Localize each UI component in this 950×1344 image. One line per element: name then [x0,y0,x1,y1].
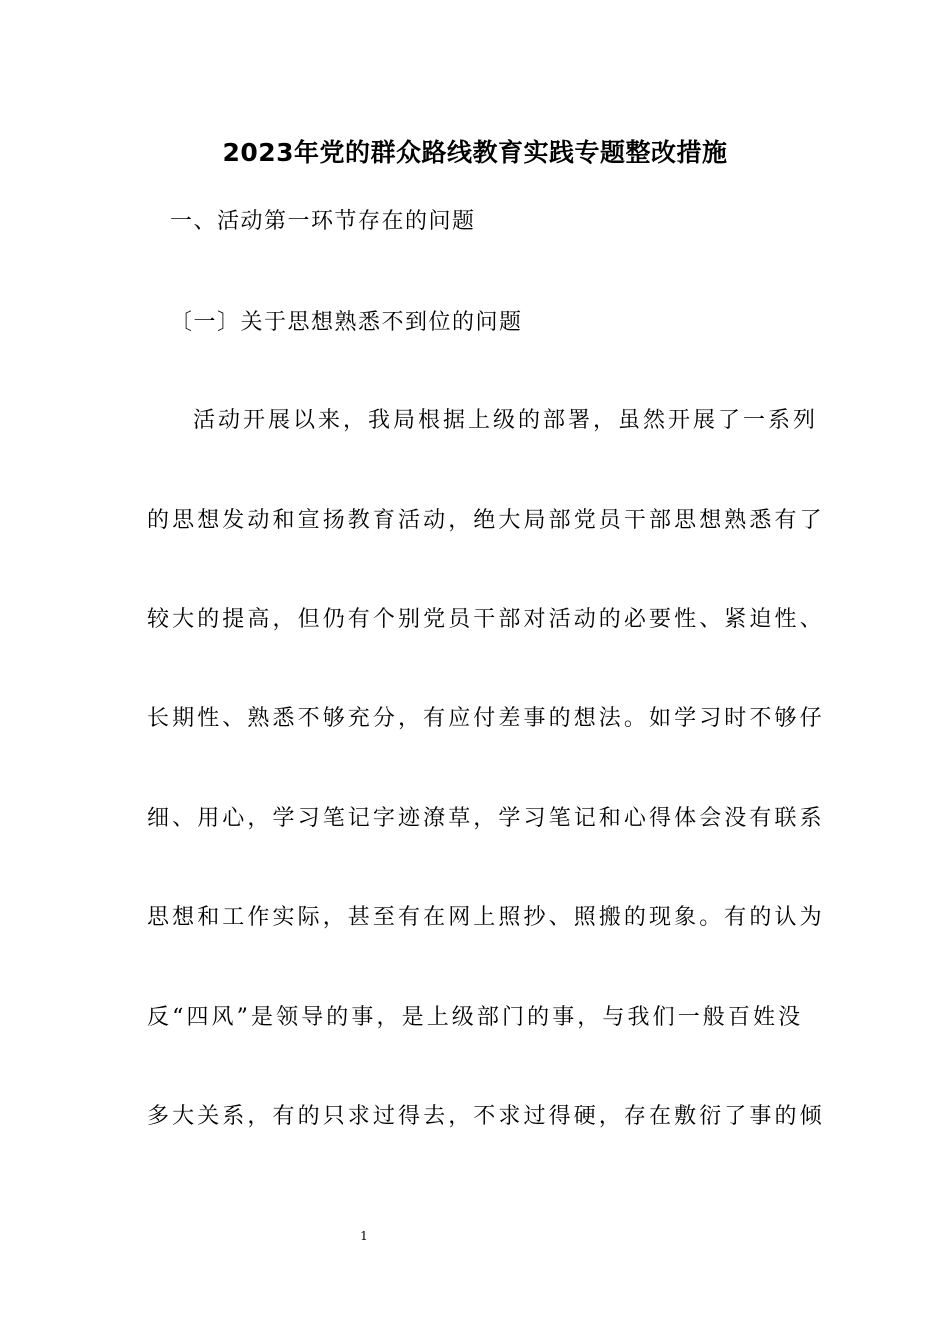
paragraph-line: 活动开展以来，我局根据上级的部署，虽然开展了一系列 [193,408,819,433]
paragraph-line: 细、用心，学习笔记字迹潦草，学习笔记和心得体会没有联系 [147,806,825,831]
paragraph-line: 较大的提高，但仍有个别党员干部对活动的必要性、紧迫性、 [147,607,825,632]
paragraph-line: 长期性、熟悉不够充分，有应付差事的想法。如学习时不够仔 [147,706,825,731]
paragraph-line: 反“四风”是领导的事，是上级部门的事，与我们一般百姓没 [147,1005,804,1030]
page-number: 1 [360,1229,368,1243]
document-title: 2023年党的群众路线教育实践专题整改措施 [222,138,728,167]
section-heading: 一、活动第一环节存在的问题 [170,209,476,234]
paragraph-line: 思想和工作实际，甚至有在网上照抄、照搬的现象。有的认为 [147,905,825,930]
paragraph-line: 的思想发动和宣扬教育活动，绝大局部党员干部思想熟悉有了 [147,508,825,533]
paragraph-line: 多大关系，有的只求过得去，不求过得硬，存在敷衍了事的倾 [147,1104,825,1129]
subsection-heading: 〔一〕关于思想熟悉不到位的问题 [170,310,523,335]
